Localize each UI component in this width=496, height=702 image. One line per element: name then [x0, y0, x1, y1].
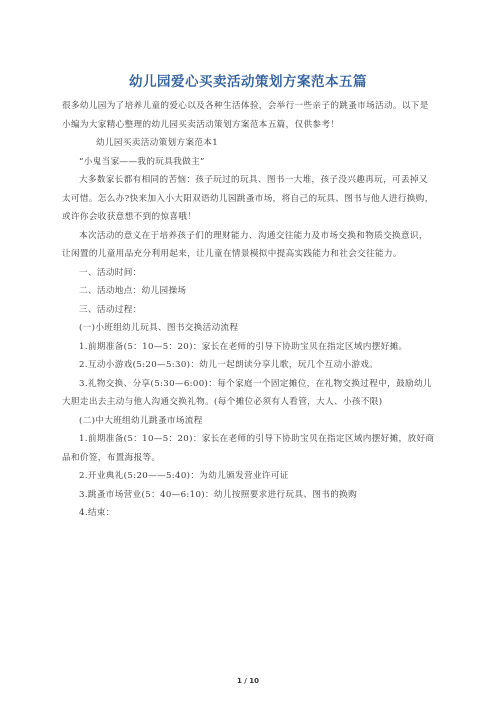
paragraph: 幼儿园买卖活动策划方案范本1 [96, 138, 219, 148]
document-title: 幼儿园爱心买卖活动策划方案范本五篇 [129, 74, 367, 90]
paragraph: 3.跳蚤市场营业(5：40—6:10)：幼儿按照要求进行玩具、图书的换购 [79, 489, 358, 500]
paragraph: 3.礼物交换、分享(5:30—6:00)：每个家庭一个固定摊位，在礼物交换过程中，鼓励幼儿大胆走出去主动与他人沟通交换礼物。(每个摊位必须有人看管，大人、小孩不限) [62, 378, 432, 407]
page-indicator: 1 / 10 [236, 677, 260, 685]
paragraph: 大多数家长都有相同的苦恼：孩子玩过的玩具、图书一大堆，孩子没兴趣再玩，可丢掉又太可惜。怎么办?快来加入小大阳双语幼儿园跳蚤市场，将自己的玩具、图书与他人进行换购，或许你会收获意想不到的惊喜哦！ [62, 175, 434, 222]
paragraph: 很多幼儿园为了培养儿童的爱心以及各种生活体验，会举行一些亲子的跳蚤市场活动。以下是小编为大家精心整理的幼儿园买卖活动策划方案范本五篇，仅供参考！ [62, 101, 429, 130]
document-body [62, 97, 436, 523]
paragraph: (二)中大班组幼儿跳蚤市场流程 [79, 415, 203, 426]
paragraph: 二、活动地点：幼儿园操场 [79, 286, 187, 296]
paragraph: 4.结束： [79, 508, 115, 518]
paragraph: 2.互动小游戏(5:20—5:30)：幼儿一起朗读分享儿歌，玩几个互动小游戏。 [79, 360, 379, 370]
paragraph: (一)小班组幼儿玩具、图书交换活动流程 [79, 323, 239, 333]
paragraph: “小鬼当家——我的玩具我做主” [79, 156, 205, 167]
paragraph: 2.开业典礼(5:20——5:40)：为幼儿颁发营业许可证 [79, 471, 289, 481]
paragraph: 本次活动的意义在于培养孩子们的理财能力、沟通交往能力及市场交换和物质交换意识，让闲置的儿童用品充分利用起来，让儿童在情景模拟中提高实践能力和社会交往能力。 [62, 230, 428, 259]
paragraph: 一、活动时间： [79, 267, 142, 278]
paragraph: 三、活动过程： [79, 304, 142, 315]
paragraph: 1.前期准备(5：10—5：20)：家长在老师的引导下协助宝贝在指定区域内摆好摊。 [79, 341, 408, 352]
paragraph: 1.前期准备(5：10—5：20)：家长在老师的引导下协助宝贝在指定区域内摆好摊，放好商品和价签，布置海报等。 [62, 434, 435, 463]
